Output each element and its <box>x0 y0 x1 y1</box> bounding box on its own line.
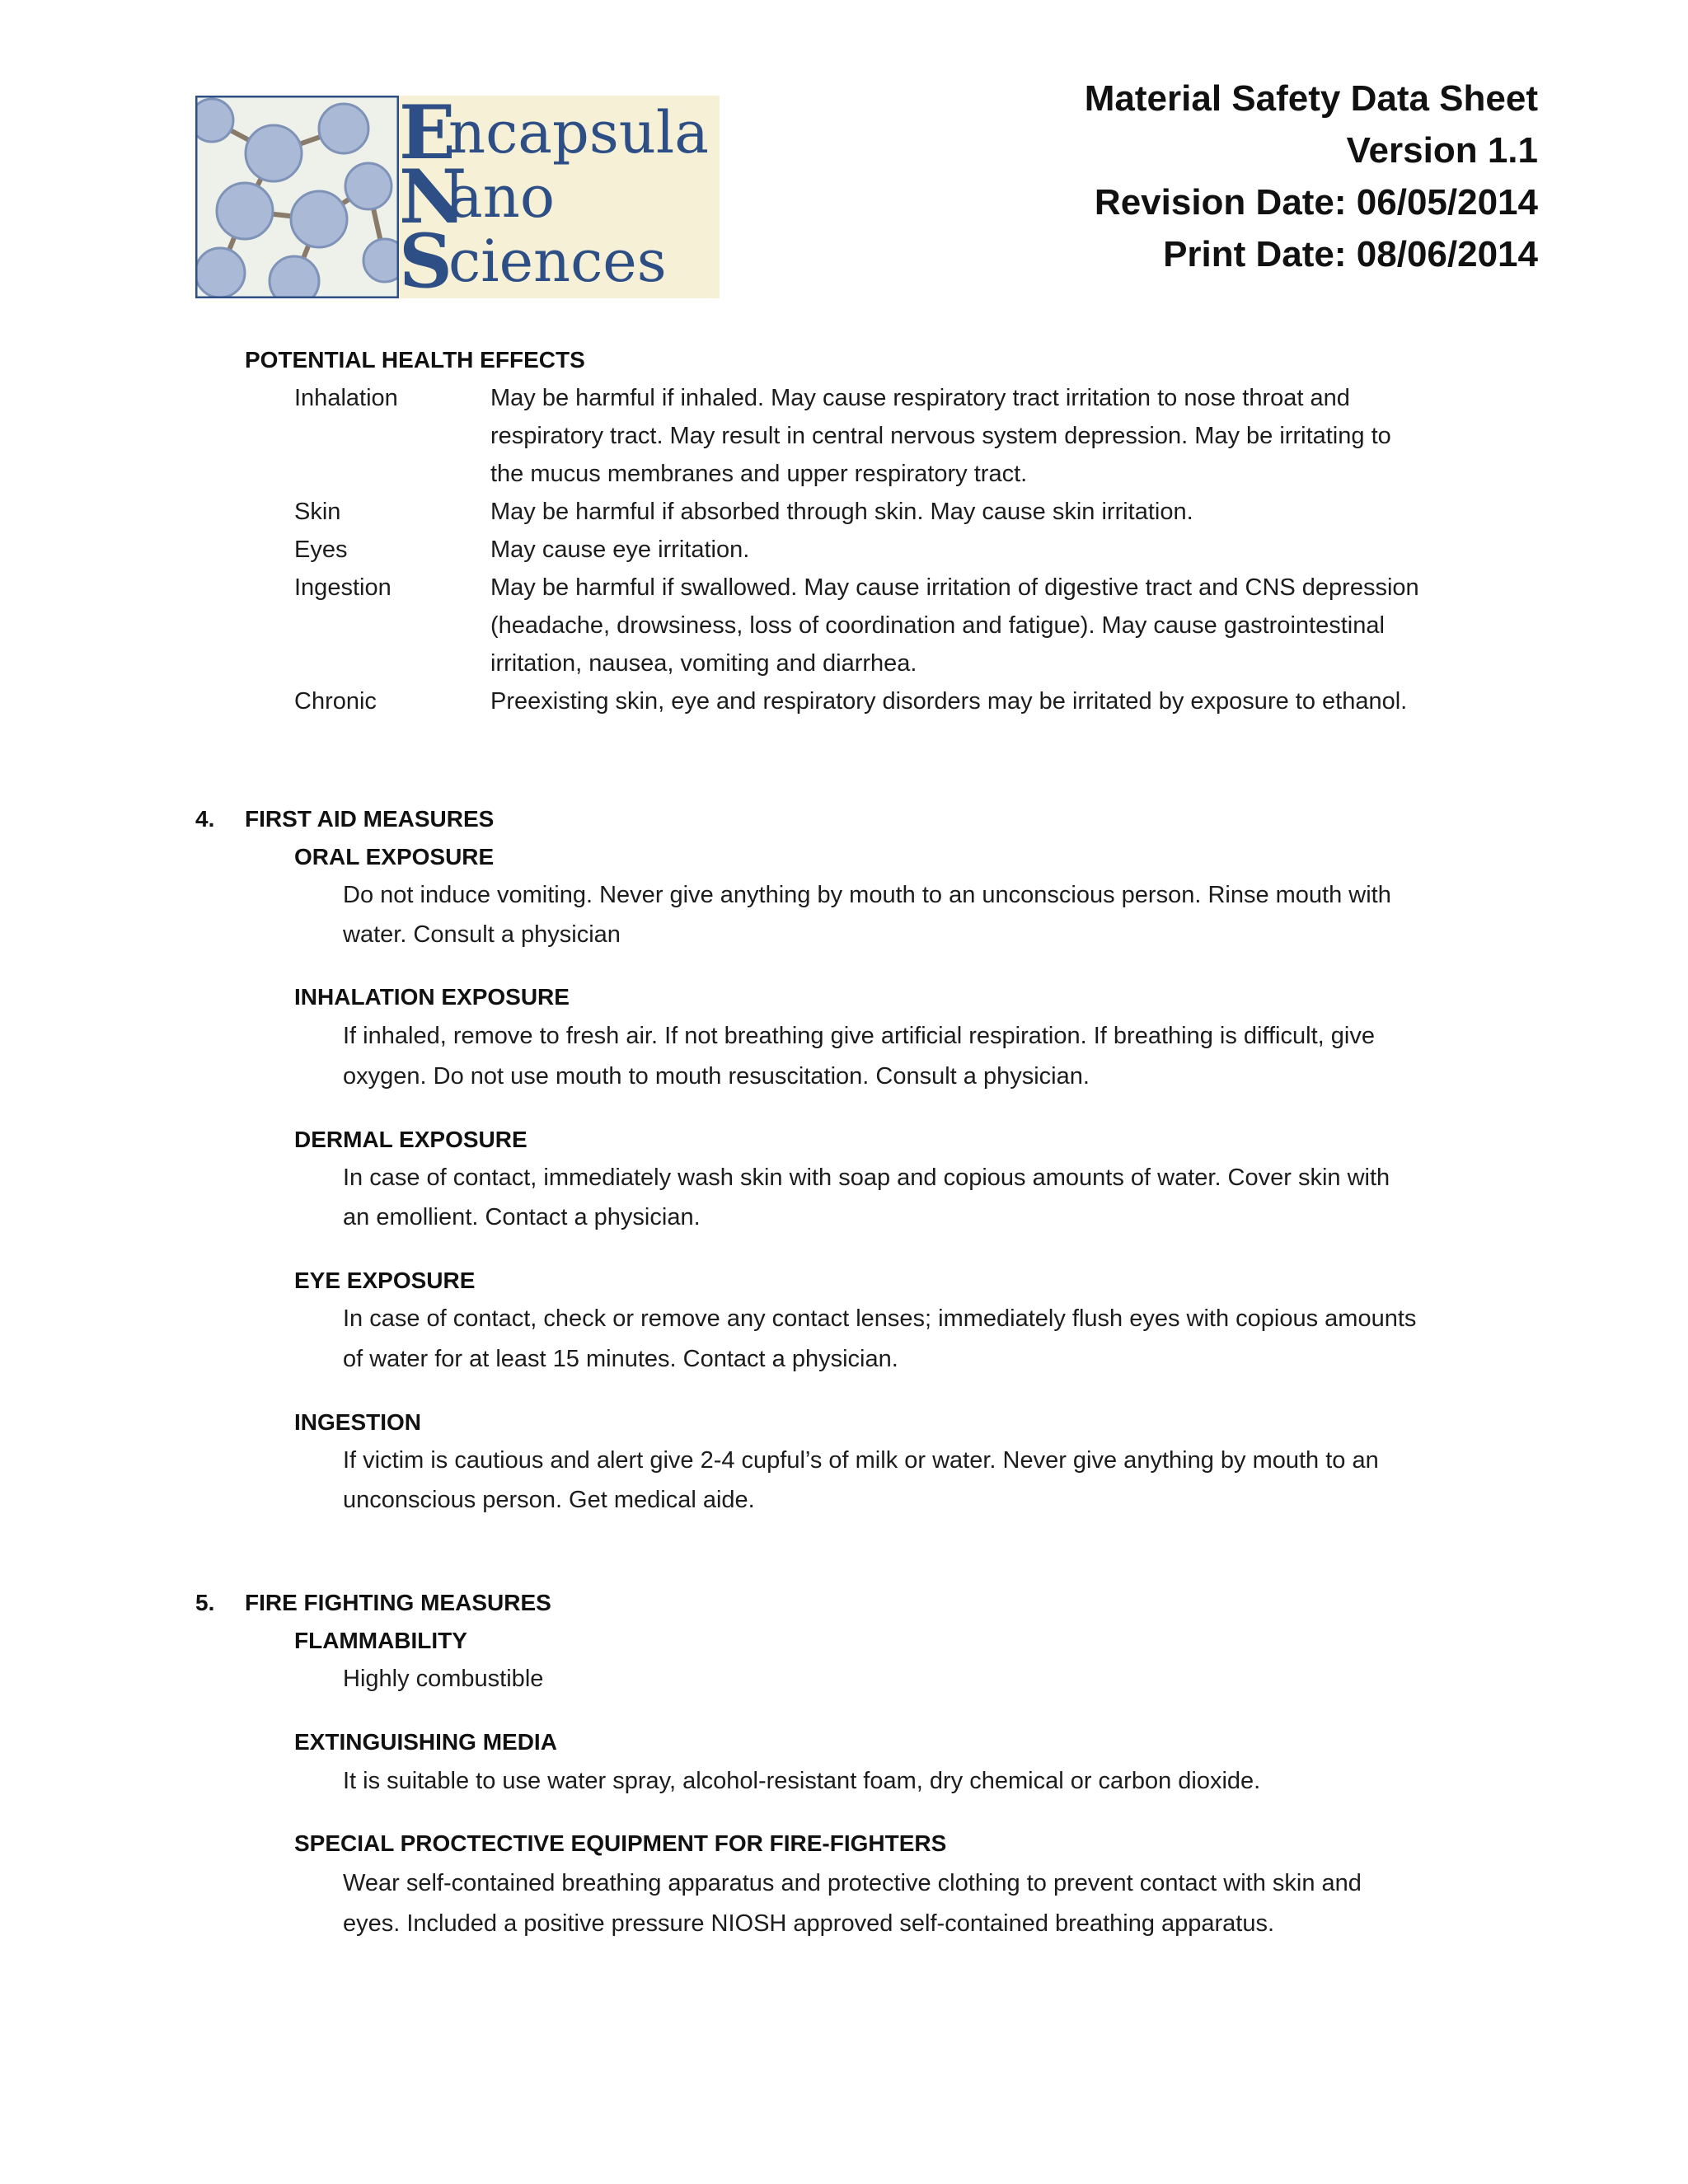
ingestion-aid-text-2: unconscious person. Get medical aide. <box>343 1487 755 1513</box>
section-4-number: 4. <box>195 806 215 832</box>
flammability-text: Highly combustible <box>343 1666 544 1692</box>
document-header <box>1085 73 1538 280</box>
chronic-text: Preexisting skin, eye and respiratory disorders may be irritated by exposure to ethanol. <box>490 688 1408 715</box>
inhalation-text-2: respiratory tract. May result in central nervous system depression. May be irritating to <box>490 423 1391 449</box>
eyes-label: Eyes <box>294 537 348 563</box>
oral-exposure-heading: ORAL EXPOSURE <box>294 844 495 869</box>
oral-exposure-text-2: water. Consult a physician <box>343 921 621 948</box>
print-date: Print Date: 08/06/2014 <box>1163 234 1538 274</box>
skin-label: Skin <box>294 499 341 525</box>
flammability-heading: FLAMMABILITY <box>294 1628 467 1653</box>
eye-exposure-text-2: of water for at least 15 minutes. Contact a physician. <box>343 1346 898 1372</box>
health-effects-heading: POTENTIAL HEALTH EFFECTS <box>245 347 585 373</box>
ingestion-text-1: May be harmful if swallowed. May cause irritation of digestive tract and CNS depression <box>490 574 1419 601</box>
dermal-exposure-text-1: In case of contact, immediately wash skin with soap and copious amounts of water. Cover skin with <box>343 1165 1390 1191</box>
molecule-graphic <box>195 96 399 298</box>
skin-text: May be harmful if absorbed through skin. May cause skin irritation. <box>490 499 1193 525</box>
oral-exposure-text-1: Do not induce vomiting. Never give anything by mouth to an unconscious person. Rinse mouth with <box>343 882 1391 908</box>
protective-equipment-heading: SPECIAL PROCTECTIVE EQUIPMENT FOR FIRE-FIGHTERS <box>294 1830 947 1856</box>
ingestion-label: Ingestion <box>294 574 392 601</box>
chronic-label: Chronic <box>294 688 377 715</box>
inhalation-text-1: May be harmful if inhaled. May cause respiratory tract irritation to nose throat and <box>490 385 1350 411</box>
logo-line-encapsula: Encapsula <box>399 96 709 176</box>
revision-date: Revision Date: 06/05/2014 <box>1094 182 1538 223</box>
eye-exposure-text-1: In case of contact, check or remove any contact lenses; immediately flush eyes with copious amounts <box>343 1305 1417 1332</box>
ingestion-heading: INGESTION <box>294 1409 422 1435</box>
eye-exposure-heading: EYE EXPOSURE <box>294 1268 476 1293</box>
fire-fighting-heading: FIRE FIGHTING MEASURES <box>245 1590 551 1615</box>
first-aid-heading: FIRST AID MEASURES <box>245 806 495 832</box>
protective-equipment-text-1: Wear self-contained breathing apparatus and protective clothing to prevent contact with skin and <box>343 1870 1362 1896</box>
section-5-number: 5. <box>195 1590 215 1615</box>
inhalation-label: Inhalation <box>294 385 398 411</box>
logo-line-sciences: Sciences <box>399 218 667 298</box>
dermal-exposure-text-2: an emollient. Contact a physician. <box>343 1204 701 1230</box>
protective-equipment-text-2: eyes. Included a positive pressure NIOSH approved self-contained breathing apparatus. <box>343 1910 1275 1937</box>
inhalation-exposure-text-1: If inhaled, remove to fresh air. If not breathing give artificial respiration. If breathing is difficult, give <box>343 1023 1375 1049</box>
extinguishing-media-text: It is suitable to use water spray, alcohol-resistant foam, dry chemical or carbon dioxide. <box>343 1768 1261 1794</box>
doc-title: Material Safety Data Sheet <box>1084 78 1538 119</box>
doc-version: Version 1.1 <box>1346 130 1538 171</box>
inhalation-text-3: the mucus membranes and upper respiratory tract. <box>490 461 1028 487</box>
inhalation-exposure-heading: INHALATION EXPOSURE <box>294 984 570 1010</box>
dermal-exposure-heading: DERMAL EXPOSURE <box>294 1127 528 1152</box>
extinguishing-media-heading: EXTINGUISHING MEDIA <box>294 1729 557 1755</box>
ingestion-text-3: irritation, nausea, vomiting and diarrhea. <box>490 650 917 677</box>
inhalation-exposure-text-2: oxygen. Do not use mouth to mouth resuscitation. Consult a physician. <box>343 1063 1090 1090</box>
ingestion-text-2: (headache, drowsiness, loss of coordination and fatigue). May cause gastrointestinal <box>490 612 1385 639</box>
ingestion-aid-text-1: If victim is cautious and alert give 2-4 cupful’s of milk or water. Never give anything by mouth to an <box>343 1447 1379 1474</box>
logo-line-nano: Nano <box>399 153 555 241</box>
eyes-text: May cause eye irritation. <box>490 537 750 563</box>
company-logo <box>195 96 720 298</box>
